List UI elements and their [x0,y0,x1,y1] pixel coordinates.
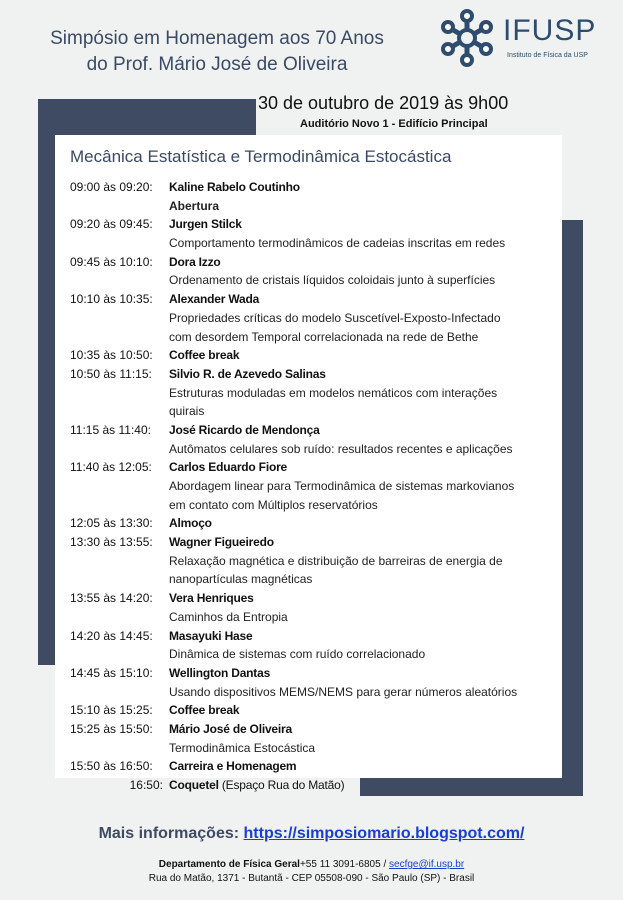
schedule-detail-row [0,402,623,421]
session-time: 11:15 às 11:40: [70,422,151,437]
schedule-row [0,290,623,309]
session-speaker [169,720,292,739]
schedule-detail-row [0,197,623,216]
footer-department: Departamento de Física Geral [158,859,300,870]
session-time: 16:50: [129,778,163,792]
schedule-detail-row [0,384,623,403]
section-title: Mecânica Estatística e Termodinâmica Estocástica [70,147,452,166]
talk-title: Termodinâmica Estocástica [169,740,316,755]
speaker-name: José Ricardo de Mendonça [169,422,320,437]
schedule-row [0,178,623,197]
session-time: 14:45 às 15:10: [70,665,153,680]
more-info [0,825,623,843]
footer-email-link[interactable]: secfge@if.usp.br [389,859,465,870]
session-time: 13:30 às 13:55: [70,535,153,550]
more-info-label: Mais informações: [98,825,240,842]
talk-title: em contato com Múltiplos reservatórios [169,497,378,512]
session-speaker [169,458,287,477]
session-speaker [169,589,254,608]
speaker-name: Masayuki Hase [169,628,253,643]
schedule-row [0,757,623,776]
session-speaker [169,346,239,365]
session-time: 12:05 às 13:30: [70,516,153,531]
schedule-detail-row [0,271,623,290]
speaker-name: Kaline Rabelo Coutinho [169,180,300,194]
talk-title: com desordem Temporal correlacionada na rede de Bethe [169,329,479,344]
session-speaker [169,664,270,683]
session-speaker [169,514,212,533]
speaker-name: Dora Izzo [169,254,221,269]
schedule-row [0,514,623,533]
session-time: 15:25 às 15:50: [70,721,153,736]
schedule-row [0,421,623,440]
session-location: (Espaço Rua do Matão) [218,778,345,792]
speaker-name: Mário José de Oliveira [169,721,292,736]
speaker-name: Wagner Figueiredo [169,535,274,550]
session-speaker [169,421,320,440]
schedule-detail-row [0,496,623,515]
title-line-1: Simpósio em Homenagem aos 70 Anos [50,28,384,49]
talk-title: Abertura [169,198,220,213]
talk-title: Propriedades críticas do modelo Suscetível-Exposto-Infectado [169,310,501,325]
session-time: 13:55 às 14:20: [70,591,153,606]
ifusp-logo [437,8,617,68]
schedule-row [0,365,623,384]
event-venue: Auditório Novo 1 - Edifício Principal [300,118,488,130]
schedule-detail-row [0,570,623,589]
schedule-row [0,253,623,272]
session-time: 14:20 às 14:45: [70,628,153,643]
speaker-name: Alexander Wada [169,292,260,307]
session-time: 11:40 às 12:05: [70,460,152,475]
session-time: 09:45 às 10:10: [70,254,153,269]
talk-title: Relaxação magnética e distribuição de barreiras de energia de [169,553,503,568]
session-time: 09:20 às 09:45: [70,217,153,232]
footer-contact [0,859,623,870]
schedule-detail-row [0,328,623,347]
schedule-detail-row [0,608,623,627]
talk-title: Abordagem linear para Termodinâmica de sistemas markovianos [169,479,515,493]
speaker-name: Coffee break [169,703,240,718]
talk-title: Estruturas moduladas em modelos nemáticos com interações [169,385,498,400]
session-speaker [169,178,300,197]
speaker-name: Carreira e Homenagem [169,759,297,774]
schedule-row [0,458,623,477]
session-speaker [169,290,259,309]
session-speaker [169,627,252,646]
session-time: 15:10 às 15:25: [70,703,153,718]
page-title [12,26,422,78]
speaker-name: Vera Henriques [169,591,254,606]
session-time: 09:00 às 09:20: [70,180,153,194]
schedule-detail-row [0,645,623,664]
logo-text: IFUSP [503,14,597,47]
talk-title: Dinâmica de sistemas com ruído correlacionado [169,647,426,662]
schedule-list [0,178,623,795]
talk-title: quirais [169,404,205,419]
session-speaker [169,365,326,384]
schedule-row [0,533,623,552]
speaker-name: Coquetel [169,778,219,792]
talk-title: Usando dispositivos MEMS/NEMS para gerar números aleatórios [169,684,518,699]
schedule-row [0,215,623,234]
title-line-2: do Prof. Mário José de Oliveira [86,54,348,75]
schedule-detail-row [0,739,623,758]
speaker-name: Coffee break [169,348,240,363]
session-speaker [169,253,221,272]
schedule-detail-row [0,552,623,571]
event-date: 30 de outubro de 2019 às 9h00 [258,93,509,113]
ifusp-asterisk-logo-icon [437,8,497,68]
session-time: 15:50 às 16:50: [70,759,153,774]
schedule-detail-row [0,234,623,253]
session-speaker [169,776,344,795]
talk-title: Autômatos celulares sob ruído: resultados recentes e aplicações [169,441,513,456]
schedule-row [0,627,623,646]
speaker-name: Jurgen Stilck [169,217,242,232]
schedule-detail-row [0,477,623,496]
session-speaker [169,701,239,720]
schedule-row [0,701,623,720]
blog-link[interactable]: https://simposiomario.blogspot.com/ [243,825,525,842]
schedule-row [0,776,623,795]
session-time: 10:10 às 10:35: [70,292,153,307]
schedule-row [0,664,623,683]
speaker-name: Carlos Eduardo Fiore [169,460,288,475]
session-speaker [169,215,242,234]
talk-title: Caminhos da Entropia [169,609,288,624]
session-speaker [169,757,296,776]
speaker-name: Almoço [169,516,212,531]
session-speaker [169,533,274,552]
talk-title: nanopartículas magnéticas [169,572,313,587]
logo-subtext: Instituto de Física da USP [507,52,588,59]
session-time: 10:35 às 10:50: [70,348,153,363]
schedule-row [0,589,623,608]
decor-frame-top [38,99,256,135]
schedule-detail-row [0,440,623,459]
speaker-name: Silvio R. de Azevedo Salinas [169,366,326,381]
footer-address: Rua do Matão, 1371 - Butantã - CEP 05508-090 - São Paulo (SP) - Brasil [148,873,475,884]
speaker-name: Wellington Dantas [169,665,271,680]
schedule-row [0,346,623,365]
schedule-detail-row [0,309,623,328]
schedule-detail-row [0,683,623,702]
footer-phone: +55 11 3091-6805 / [299,859,387,870]
schedule-row [0,720,623,739]
talk-title: Comportamento termodinâmicos de cadeias inscritas em redes [169,236,506,251]
talk-title: Ordenamento de cristais líquidos coloidais junto à superfícies [169,273,496,288]
session-time: 10:50 às 11:15: [70,366,152,381]
